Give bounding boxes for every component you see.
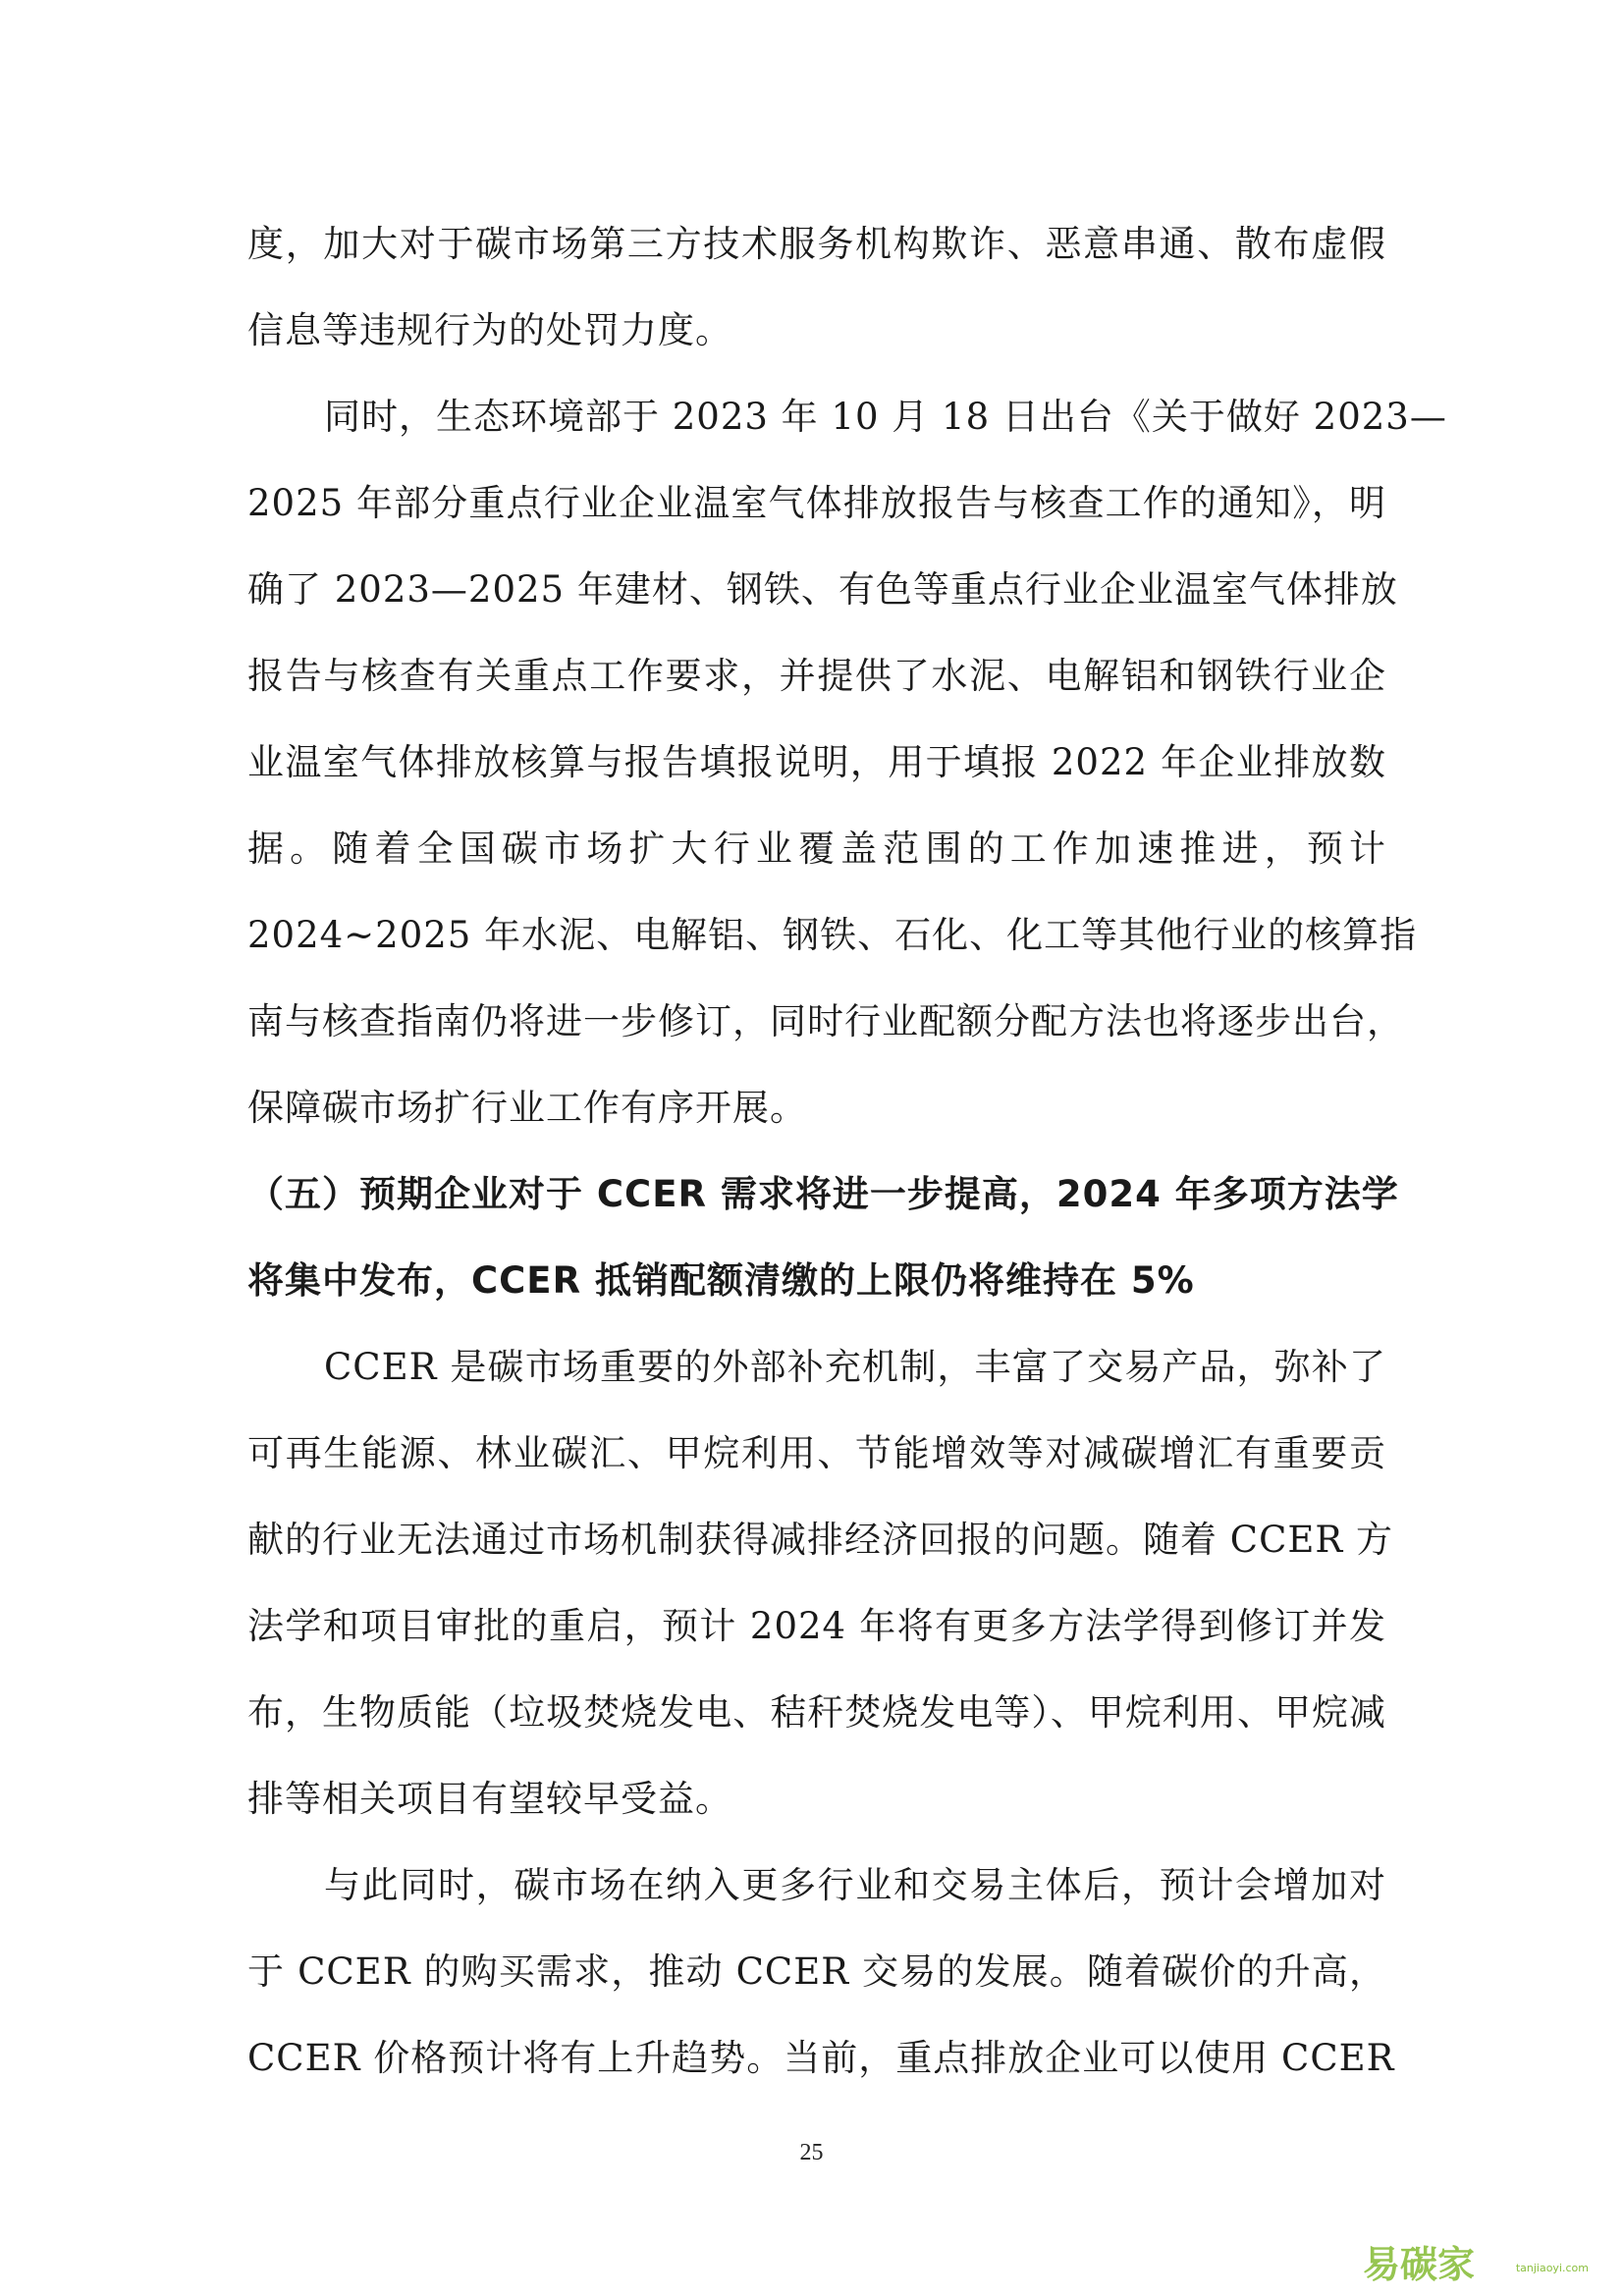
paragraph-line: 于 CCER 的购买需求，推动 CCER 交易的发展。随着碳价的升高， (247, 1950, 1386, 1993)
paragraph-line: 法学和项目审批的重启，预计 2024 年将有更多方法学得到修订并发 (247, 1605, 1386, 1647)
paragraph-line: 业温室气体排放核算与报告填报说明，用于填报 2022 年企业排放数 (247, 741, 1386, 783)
paragraph-line: 度，加大对于碳市场第三方技术服务机构欺诈、恶意串通、散布虚假 (247, 223, 1386, 265)
paragraph-line: 排等相关项目有望较早受益。 (247, 1778, 732, 1820)
page-number: 25 (799, 2140, 824, 2165)
svg-text:易碳家: 易碳家 (1362, 2243, 1475, 2285)
paragraph-line: 2024~2025 年水泥、电解铝、钢铁、石化、化工等其他行业的核算指 (247, 914, 1418, 956)
paragraph-line: 献的行业无法通过市场机制获得减排经济回报的问题。随着 CCER 方 (247, 1519, 1394, 1561)
paragraph-line: 南与核查指南仍将进一步修订，同时行业配额分配方法也将逐步出台， (247, 1000, 1404, 1042)
watermark-logo (1363, 2240, 1589, 2287)
paragraph-line: 保障碳市场扩行业工作有序开展。 (247, 1087, 807, 1129)
paragraph-line: 据。随着全国碳市场扩大行业覆盖范围的工作加速推进，预计 (247, 828, 1386, 870)
paragraph-line: 可再生能源、林业碳汇、甲烷利用、节能增效等对减碳增汇有重要贡 (247, 1432, 1386, 1474)
paragraph-line: 确了 2023—2025 年建材、钢铁、有色等重点行业企业温室气体排放 (247, 568, 1398, 611)
paragraph-line: 信息等违规行为的处罚力度。 (247, 309, 732, 351)
paragraph-line: CCER 是碳市场重要的外部补充机制，丰富了交易产品，弥补了 (324, 1346, 1386, 1388)
tanjiaoyi-logo-icon (1363, 2242, 1510, 2285)
watermark-url: tanjiaoyi.com (1515, 2261, 1589, 2274)
section-heading-line: 将集中发布，CCER 抵销配额清缴的上限仍将维持在 5% (247, 1259, 1195, 1302)
paragraph-line: 同时，生态环境部于 2023 年 10 月 18 日出台《关于做好 2023— (324, 396, 1447, 438)
paragraph-line: CCER 价格预计将有上升趋势。当前，重点排放企业可以使用 CCER (247, 2037, 1395, 2079)
document-body (247, 201, 1447, 2102)
paragraph-line: 布，生物质能（垃圾焚烧发电、秸秆焚烧发电等）、甲烷利用、甲烷减 (247, 1691, 1386, 1734)
section-heading-line: （五）预期企业对于 CCER 需求将进一步提高，2024 年多项方法学 (247, 1173, 1399, 1215)
paragraph-line: 报告与核查有关重点工作要求，并提供了水泥、电解铝和钢铁行业企 (247, 655, 1386, 697)
paragraph-line: 与此同时，碳市场在纳入更多行业和交易主体后，预计会增加对 (324, 1864, 1386, 1906)
paragraph-line: 2025 年部分重点行业企业温室气体排放报告与核查工作的通知》，明 (247, 482, 1386, 524)
